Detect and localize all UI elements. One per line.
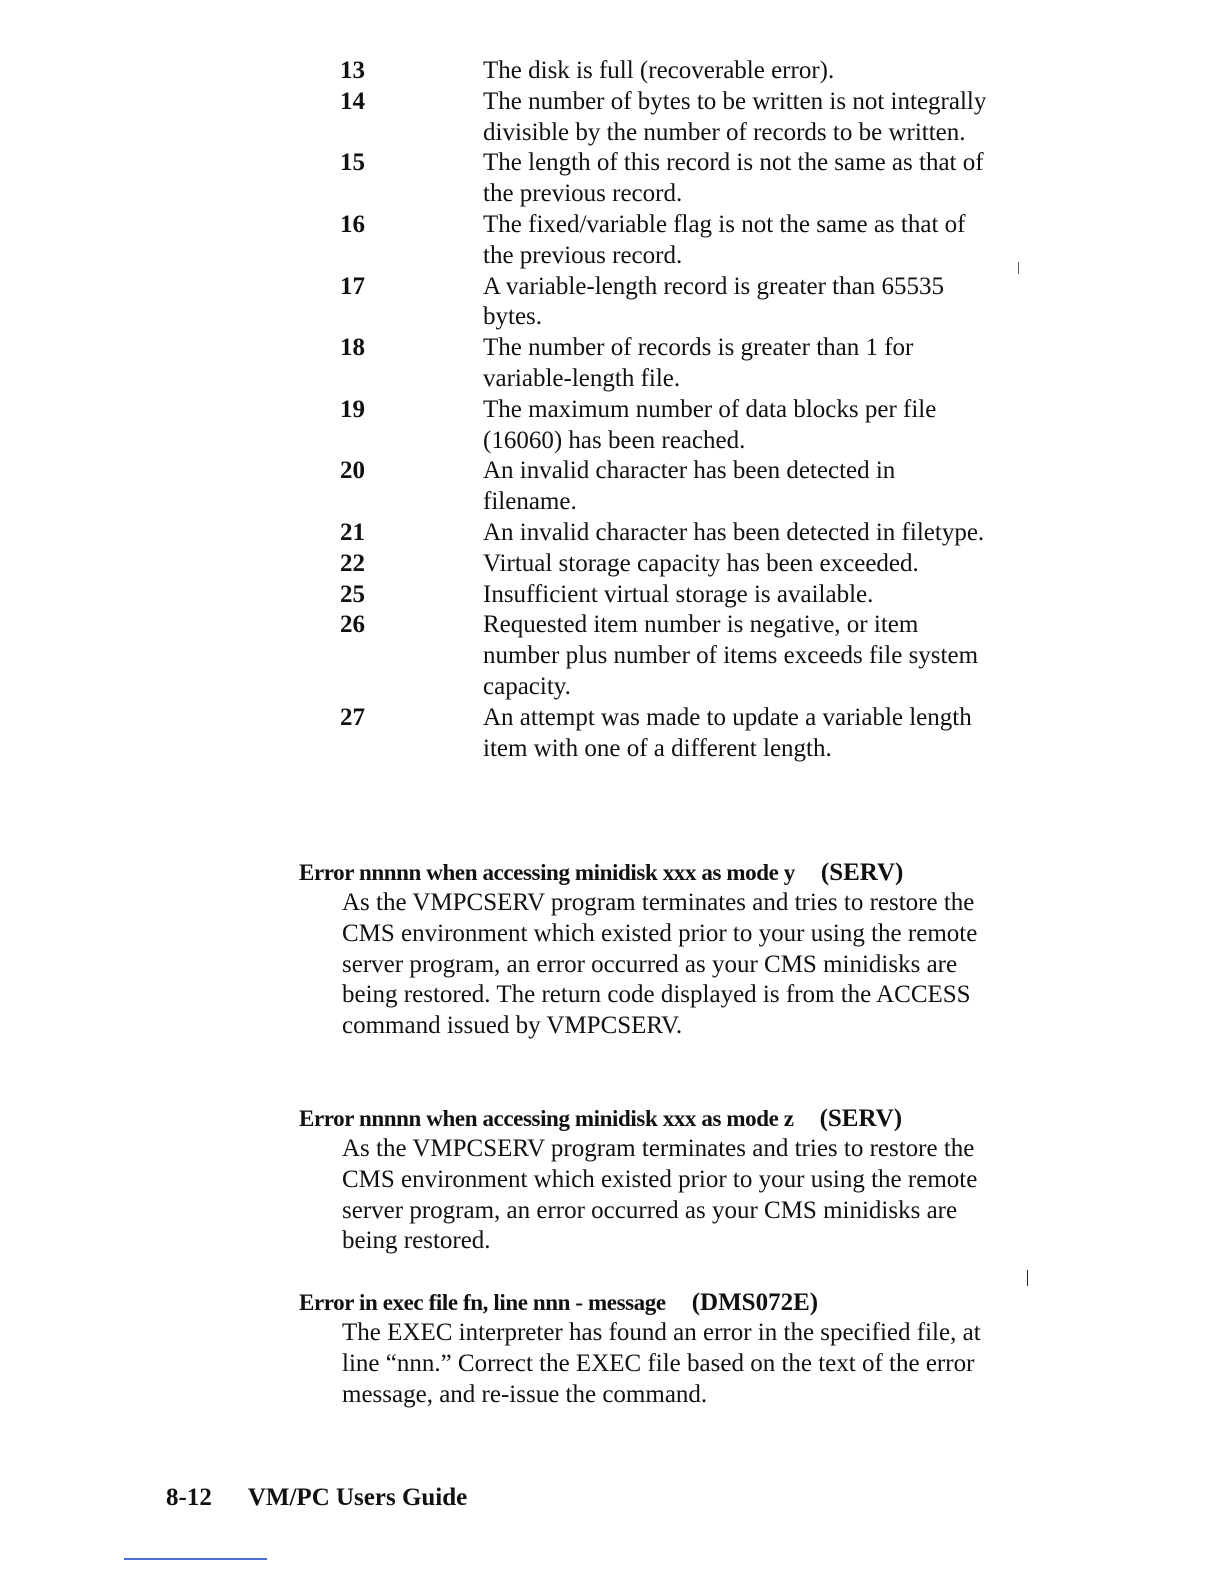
- return-code-description: An invalid character has been detected in filename.: [483, 457, 896, 516]
- page-number: 8-12: [166, 1484, 212, 1511]
- message-explanation: The EXEC interpreter has found an error in the specified file, at line “nnn.” Correct the EXEC file based on the text of the error message, and re-issue the command.: [342, 1319, 981, 1408]
- revision-bar: [1027, 1270, 1028, 1286]
- revision-bar: [1018, 262, 1019, 274]
- return-code-description: An invalid character has been detected in filetype.: [483, 518, 985, 546]
- return-code-number: 20: [340, 457, 365, 485]
- return-code-row: [340, 272, 1000, 334]
- return-code-number: 19: [340, 395, 365, 423]
- return-code-row: [340, 610, 1000, 702]
- return-code-row: [340, 395, 1000, 457]
- return-code-description: The maximum number of data blocks per file (16060) has been reached.: [483, 395, 937, 454]
- return-code-number: 15: [340, 149, 365, 177]
- message-text: Error nnnnn when accessing minidisk xxx as mode y: [299, 860, 795, 885]
- return-code-number: 26: [340, 611, 365, 639]
- message-tag: (SERV): [819, 1105, 903, 1132]
- return-code-row: [340, 87, 1000, 149]
- message-tag: (DMS072E): [691, 1289, 819, 1316]
- message-text: Error nnnnn when accessing minidisk xxx as mode z: [299, 1106, 794, 1131]
- return-code-number: 27: [340, 703, 365, 731]
- return-code-description: A variable-length record is greater than 65535 bytes.: [483, 272, 944, 331]
- return-code-description: Virtual storage capacity has been exceeded.: [483, 549, 919, 577]
- message-heading: [299, 857, 999, 888]
- message-explanation: As the VMPCSERV program terminates and tries to restore the CMS environment which existed prior to your using the remote server program, an error occurred as your CMS minidisks are being restored. The return code displayed is from the ACCESS command issued by VMPCSERV.: [342, 889, 978, 1040]
- return-code-list: [340, 56, 1000, 764]
- return-code-number: 14: [340, 87, 365, 115]
- message-heading: [299, 1287, 999, 1318]
- bottom-rule: [124, 1558, 267, 1560]
- return-code-row: [340, 210, 1000, 272]
- return-code-row: [340, 56, 1000, 87]
- message-heading: [299, 1103, 999, 1134]
- return-code-description: Requested item number is negative, or item number plus number of items exceeds file system capacity.: [483, 611, 979, 700]
- return-code-row: [340, 333, 1000, 395]
- message-entry-exec-error: [299, 1287, 999, 1410]
- return-code-number: 21: [340, 518, 365, 546]
- return-code-row: [340, 456, 1000, 518]
- book-title: VM/PC Users Guide: [247, 1484, 468, 1511]
- return-code-description: The disk is full (recoverable error).: [483, 57, 835, 84]
- return-code-description: The number of bytes to be written is not integrally divisible by the number of records to be written.: [483, 87, 987, 146]
- return-code-row: [340, 580, 1000, 611]
- message-tag: (SERV): [820, 859, 904, 886]
- return-code-number: 13: [340, 57, 365, 84]
- return-code-description: The number of records is greater than 1 for variable-length file.: [483, 334, 914, 392]
- return-code-description: An attempt was made to update a variable length item with one of a different length.: [483, 703, 972, 762]
- return-code-number: 18: [340, 334, 365, 362]
- return-code-row: [340, 518, 1000, 549]
- return-code-number: 25: [340, 580, 365, 608]
- return-code-number: 17: [340, 272, 365, 300]
- message-explanation: As the VMPCSERV program terminates and tries to restore the CMS environment which existed prior to your using the remote server program, an error occurred as your CMS minidisks are being restored.: [342, 1135, 978, 1255]
- return-code-description: Insufficient virtual storage is available.: [483, 580, 874, 608]
- message-entry-access-mode-y: [299, 857, 999, 1042]
- message-text: Error in exec file fn, line nnn - message: [299, 1290, 666, 1315]
- message-entry-access-mode-z: [299, 1103, 999, 1257]
- return-code-description: The length of this record is not the same as that of the previous record.: [483, 149, 984, 208]
- page-footer: [166, 1484, 467, 1512]
- return-code-number: 16: [340, 210, 365, 238]
- return-code-description: The fixed/variable flag is not the same as that of the previous record.: [483, 210, 966, 269]
- return-code-row: [340, 148, 1000, 210]
- return-code-row: [340, 703, 1000, 765]
- return-code-row: [340, 549, 1000, 580]
- return-code-number: 22: [340, 549, 365, 577]
